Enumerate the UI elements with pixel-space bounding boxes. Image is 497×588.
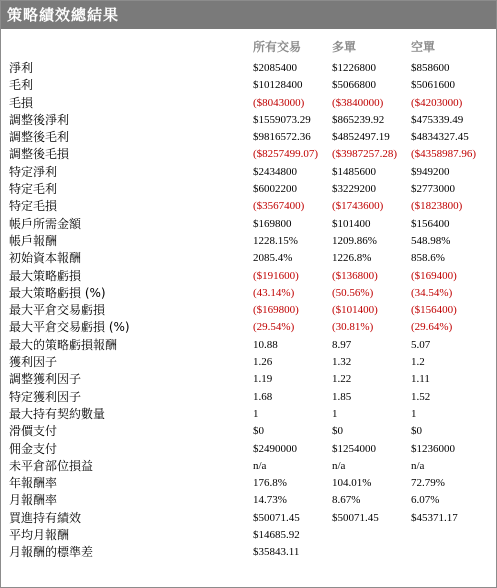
value-all-trades: 176.8% (253, 477, 287, 490)
table-row (1, 458, 496, 475)
value-long: ($136800) (332, 269, 378, 282)
table-row (1, 389, 496, 406)
metric-label: 最大策略虧損 (9, 268, 82, 283)
metric-label: 最大持有契約數量 (9, 406, 106, 421)
value-all-trades: ($8257499.07) (253, 148, 319, 161)
metric-label: 平均月報酬 (9, 528, 70, 543)
header-all-trades: 所有交易 (253, 40, 302, 54)
value-short: $156400 (411, 217, 450, 230)
value-short: $858600 (411, 62, 450, 74)
table-row (1, 337, 496, 354)
value-all-trades: $50071.45 (253, 511, 300, 524)
table-row (1, 371, 496, 388)
table-row (1, 129, 496, 146)
value-long: ($101400) (332, 304, 378, 317)
metric-label: 月報酬率 (9, 493, 58, 508)
value-short: ($4203000) (411, 96, 463, 109)
value-short: (29.64%) (411, 321, 453, 334)
table-row (1, 475, 496, 492)
value-all-trades: $10128400 (253, 79, 303, 92)
table-row (1, 319, 496, 336)
value-long: 1.22 (332, 373, 352, 386)
value-all-trades: 2085.4% (253, 252, 293, 265)
table-row (1, 164, 496, 181)
value-short: $4834327.45 (411, 131, 469, 144)
metric-label: 滑價支付 (9, 424, 58, 439)
header-long: 多單 (332, 40, 357, 54)
metric-label: 最大的策略虧損報酬 (9, 337, 118, 352)
value-all-trades: 1228.15% (253, 234, 298, 247)
value-long: 1209.86% (332, 234, 377, 247)
metric-label: 特定獲利因子 (9, 389, 82, 404)
value-short: 858.6% (411, 252, 445, 265)
table-row (1, 112, 496, 129)
value-short: 1.52 (411, 390, 431, 403)
metric-label: 買進持有績效 (9, 510, 82, 525)
table-row (1, 233, 496, 250)
value-all-trades: 1.19 (253, 373, 273, 386)
value-long: $1254000 (332, 442, 376, 455)
value-long: $1226800 (332, 62, 376, 74)
value-short: ($1823800) (411, 200, 463, 213)
metric-label: 獲利因子 (9, 355, 58, 370)
value-long: n/a (332, 459, 346, 472)
metric-label: 未平倉部位損益 (9, 458, 94, 473)
metric-label: 調整後毛利 (9, 130, 70, 145)
metric-label: 月報酬的標準差 (9, 545, 94, 560)
metric-label: 最大平倉交易虧損 (9, 303, 106, 318)
value-all-trades: ($8043000) (253, 96, 305, 109)
value-long: 1226.8% (332, 252, 372, 265)
value-short: 72.79% (411, 477, 445, 490)
value-long: 1 (332, 407, 338, 420)
value-short: ($156400) (411, 304, 457, 317)
value-long: 104.01% (332, 477, 372, 490)
value-all-trades: $14685.92 (253, 529, 300, 542)
value-all-trades: 1 (253, 407, 259, 420)
metric-label: 最大策略虧損 (%) (9, 285, 106, 300)
value-long: $5066800 (332, 79, 376, 92)
report-title: 策略績效總結果 (1, 1, 496, 29)
table-row (1, 441, 496, 458)
metric-label: 毛利 (9, 78, 34, 93)
metric-label: 調整獲利因子 (9, 372, 82, 387)
value-long: $50071.45 (332, 511, 379, 524)
metric-label: 帳戶所需金額 (9, 216, 82, 231)
value-all-trades: 14.73% (253, 494, 287, 507)
value-all-trades: (29.54%) (253, 321, 295, 334)
metric-label: 淨利 (9, 61, 34, 75)
column-headers (1, 29, 496, 55)
table-row (1, 77, 496, 94)
value-short: $949200 (411, 165, 450, 178)
table-row (1, 268, 496, 285)
value-all-trades: $169800 (253, 217, 292, 230)
value-all-trades: ($169800) (253, 304, 299, 317)
table-row (1, 527, 496, 544)
value-all-trades: $2490000 (253, 442, 297, 455)
value-short: $1236000 (411, 442, 455, 455)
table-row (1, 510, 496, 527)
value-short: $0 (411, 425, 422, 438)
table-row (1, 250, 496, 267)
value-short: 1.11 (411, 373, 430, 386)
value-short: n/a (411, 459, 425, 472)
table-row (1, 216, 496, 233)
table-row (1, 492, 496, 509)
table-row (1, 544, 496, 561)
value-all-trades: ($3567400) (253, 200, 305, 213)
value-long: (30.81%) (332, 321, 374, 334)
value-short: 1 (411, 407, 417, 420)
value-long: ($1743600) (332, 200, 384, 213)
table-row (1, 423, 496, 440)
table-row (1, 406, 496, 423)
value-long: $101400 (332, 217, 371, 230)
metric-label: 調整後淨利 (9, 112, 70, 127)
value-long: 1.85 (332, 390, 352, 403)
value-short: ($4358987.96) (411, 148, 477, 161)
value-all-trades: $35843.11 (253, 546, 300, 559)
value-long: ($3987257.28) (332, 148, 398, 161)
value-all-trades: $1559073.29 (253, 113, 311, 126)
metrics-table (1, 60, 496, 562)
value-all-trades: $2085400 (253, 62, 297, 74)
table-row (1, 285, 496, 302)
value-long: ($3840000) (332, 96, 384, 109)
value-all-trades: ($191600) (253, 269, 299, 282)
value-all-trades: 10.88 (253, 338, 278, 351)
value-short: ($169400) (411, 269, 457, 282)
metric-label: 特定毛損 (9, 199, 58, 214)
value-all-trades: $9816572.36 (253, 131, 311, 144)
value-short: $45371.17 (411, 511, 458, 524)
value-long: (50.56%) (332, 286, 374, 299)
table-row (1, 146, 496, 163)
value-long: $0 (332, 425, 343, 438)
metric-label: 年報酬率 (9, 476, 58, 491)
value-short: 5.07 (411, 338, 431, 351)
value-short: 548.98% (411, 234, 451, 247)
value-all-trades: n/a (253, 459, 267, 472)
metric-label: 特定淨利 (9, 164, 58, 179)
header-short: 空單 (411, 40, 436, 54)
value-long: $3229200 (332, 183, 376, 196)
value-long: $4852497.19 (332, 131, 390, 144)
metric-label: 調整後毛損 (9, 147, 70, 162)
value-long: 1.32 (332, 356, 352, 369)
value-long: $1485600 (332, 165, 376, 178)
metric-label: 帳戶報酬 (9, 233, 58, 248)
value-all-trades: 1.26 (253, 356, 273, 369)
metric-label: 特定毛利 (9, 182, 58, 197)
value-all-trades: $6002200 (253, 183, 297, 196)
value-long: $865239.92 (332, 113, 385, 126)
value-short: 6.07% (411, 494, 440, 507)
table-row (1, 181, 496, 198)
value-long: 8.97 (332, 338, 352, 351)
value-short: $2773000 (411, 183, 455, 196)
table-row (1, 95, 496, 112)
value-long: 8.67% (332, 494, 361, 507)
table-row (1, 60, 496, 77)
metric-label: 毛損 (9, 95, 34, 110)
metric-label: 最大平倉交易虧損 (%) (9, 320, 130, 335)
value-all-trades: $2434800 (253, 165, 297, 178)
metric-label: 初始資本報酬 (9, 251, 82, 266)
value-short: $475339.49 (411, 113, 464, 126)
value-short: 1.2 (411, 356, 425, 369)
value-all-trades: (43.14%) (253, 286, 295, 299)
metric-label: 佣金支付 (9, 441, 58, 456)
table-row (1, 198, 496, 215)
value-short: $5061600 (411, 79, 455, 92)
table-row (1, 354, 496, 371)
value-short: (34.54%) (411, 286, 453, 299)
table-row (1, 302, 496, 319)
value-all-trades: $0 (253, 425, 264, 438)
value-all-trades: 1.68 (253, 390, 273, 403)
